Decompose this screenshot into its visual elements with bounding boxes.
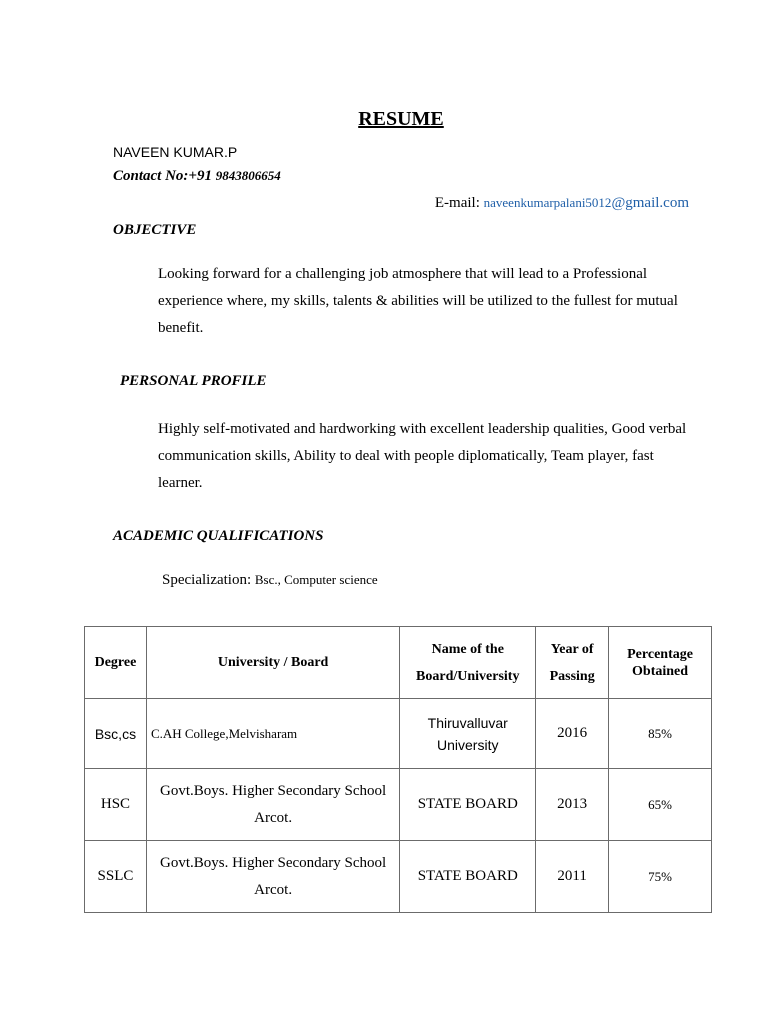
header-board: Name of the Board/University	[400, 627, 536, 699]
cell-board	[400, 699, 536, 769]
resume-title: RESUME	[358, 108, 444, 130]
specialization	[162, 572, 378, 589]
academic-heading: ACADEMIC QUALIFICATIONS	[113, 528, 324, 544]
email-line	[435, 195, 689, 212]
cell-year: 2011	[536, 841, 609, 913]
cell-year: 2013	[536, 769, 609, 841]
cell-percentage: 65%	[609, 769, 712, 841]
email-domain[interactable]: @gmail.com	[611, 195, 689, 211]
cell-university	[146, 769, 399, 841]
cell-percentage: 85%	[609, 699, 712, 769]
table-row	[85, 769, 712, 841]
cell-university	[146, 841, 399, 913]
board-line: Thiruvalluvar	[427, 714, 508, 731]
contact-number: 9843806654	[215, 168, 281, 183]
email-label: E-mail:	[434, 195, 480, 211]
table-header-row	[85, 627, 712, 699]
profile-text: Highly self-motivated and hardworking with excellent leadership qualities, Good verbal communication skills, Ability to deal with people diplomatically, Team player, fast learner.	[158, 421, 687, 491]
objective-heading: OBJECTIVE	[113, 222, 197, 238]
cell-year: 2016	[536, 699, 609, 769]
cell-degree: Bsc,cs	[85, 699, 147, 769]
cell-board: STATE BOARD	[400, 769, 536, 841]
header-percentage: Percentage Obtained	[609, 627, 712, 699]
university-line: Govt.Boys. Higher Secondary School	[160, 782, 387, 799]
contact-line	[113, 168, 281, 185]
cell-degree: SSLC	[85, 841, 147, 913]
cell-university: C.AH College,Melvisharam	[146, 699, 399, 769]
cell-degree: HSC	[85, 769, 147, 841]
university-line: Arcot.	[254, 809, 293, 826]
table-row	[85, 841, 712, 913]
candidate-name: NAVEEN KUMAR.P	[113, 144, 238, 160]
academic-table	[84, 626, 712, 913]
university-line: Arcot.	[254, 881, 293, 898]
email-address[interactable]: naveenkumarpalani5012	[483, 195, 612, 210]
contact-label: Contact No:+91	[113, 168, 212, 184]
university-line: Govt.Boys. Higher Secondary School	[160, 854, 387, 871]
profile-heading: PERSONAL PROFILE	[120, 373, 267, 389]
header-degree: Degree	[85, 627, 147, 699]
board-line: University	[437, 736, 499, 753]
specialization-label: Specialization:	[162, 572, 252, 588]
cell-board: STATE BOARD	[400, 841, 536, 913]
table-row	[85, 699, 712, 769]
specialization-value: Bsc., Computer science	[254, 572, 378, 587]
objective-text: Looking forward for a challenging job atmosphere that will lead to a Professional experience where, my skills, talents & abilities will be utilized to the fullest for mutual benefit.	[158, 266, 678, 336]
cell-percentage: 75%	[609, 841, 712, 913]
header-year: Year of Passing	[536, 627, 609, 699]
header-university: University / Board	[146, 627, 399, 699]
